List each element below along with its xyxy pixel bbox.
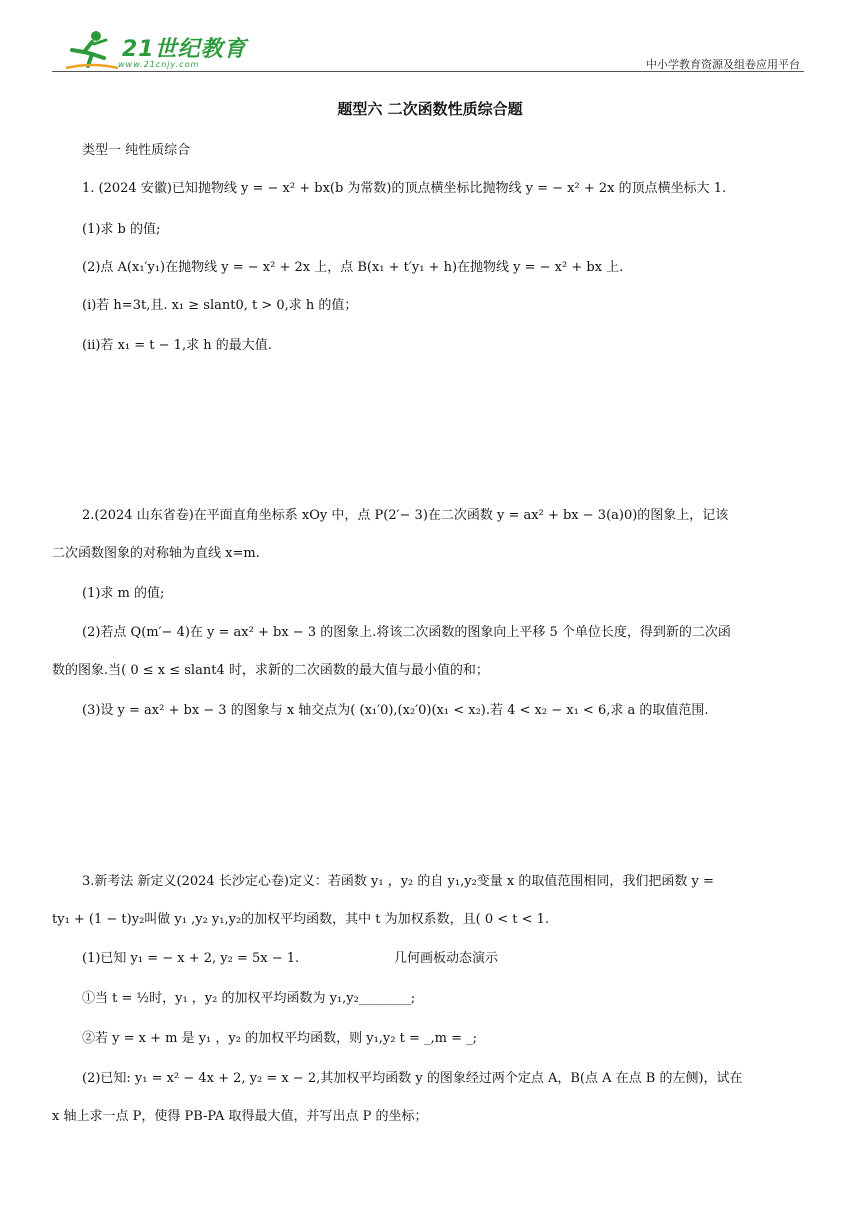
section-heading: 类型一 纯性质综合 [82,143,191,158]
problem2-q2b: 数的图象.当( 0 ≤ x ≤ slant4 时，求新的二次函数的最大值与最小值的和； [52,663,489,678]
problem2-stem-a: 2.(2024 山东省卷)在平面直角坐标系 xOy 中，点 P(2′− 3)在二次函数 y = ax² + bx − 3(a)0)的图象上，记该 [82,508,729,523]
logo-url: www.21cnjy.com [118,60,200,69]
problem1-q2: (2)点 A(x₁′y₁)在抛物线 y = − x² + 2x 上，点 B(x₁ + t′y₁ + h)在抛物线 y = − x² + bx 上. [82,260,624,275]
problem2-stem-b: 二次函数图象的对称轴为直线 x=m. [52,546,260,561]
problem2-q3: (3)设 y = ax² + bx − 3 的图象与 x 轴交点为( (x₁′0),(x₂′0)(x₁ < x₂).若 4 < x₂ − x₁ < 6,求 a 的取值范围. [82,703,709,718]
runner-logo-icon [62,28,118,72]
problem3-q2a: (2)已知: y₁ = x² − 4x + 2, y₂ = x − 2,其加权平均函数 y 的图象经过两个定点 A，B(点 A 在点 B 的左侧)，试在 [82,1071,743,1086]
logo [62,28,282,72]
problem1-qii: (ii)若 x₁ = t − 1,求 h 的最大值. [82,338,272,353]
problem3-q1: (1)已知 y₁ = − x + 2, y₂ = 5x − 1. [82,951,300,966]
page-title: 题型六 二次函数性质综合题 [337,100,523,118]
problem1-q1: (1)求 b 的值; [82,222,161,237]
problem3-stem-a: 3.新考法 新定义(2024 长沙定心卷)定义：若函数 y₁ ，y₂ 的自 y₁,y₂变量 x 的取值范围相同，我们把函数 y = [82,874,714,889]
problem3-q2b: x 轴上求一点 P，使得 PB-PA 取得最大值，并写出点 P 的坐标； [52,1109,428,1124]
header-divider [52,71,804,72]
platform-label: 中小学教育资源及组卷应用平台 [646,58,800,71]
problem1-qi: (i)若 h=3t,且. x₁ ≥ slant0, t > 0,求 h 的值； [82,298,358,313]
problem3-stem-b: ty₁ + (1 − t)y₂叫做 y₁ ,y₂ y₁,y₂的加权平均函数，其中 t 为加权系数，且( 0 < t < 1. [52,912,550,927]
dynamic-demo-label: 几何画板动态演示 [394,951,499,966]
logo-text: 21世纪教育 [122,37,247,62]
page-header [52,28,804,74]
problem3-q1a: ①当 t = ½时，y₁ ，y₂ 的加权平均函数为 y₁,y₂________; [82,991,416,1006]
problem1-stem: 1. (2024 安徽)已知抛物线 y = − x² + bx(b 为常数)的顶点横坐标比抛物线 y = − x² + 2x 的顶点横坐标大 1. [82,181,727,196]
problem3-q1b: ②若 y = x + m 是 y₁ ，y₂ 的加权平均函数，则 y₁,y₂ t = _,m = _; [82,1031,477,1046]
problem2-q2a: (2)若点 Q(m′− 4)在 y = ax² + bx − 3 的图象上.将该二次函数的图象向上平移 5 个单位长度，得到新的二次函 [82,625,731,640]
problem2-q1: (1)求 m 的值; [82,586,165,601]
